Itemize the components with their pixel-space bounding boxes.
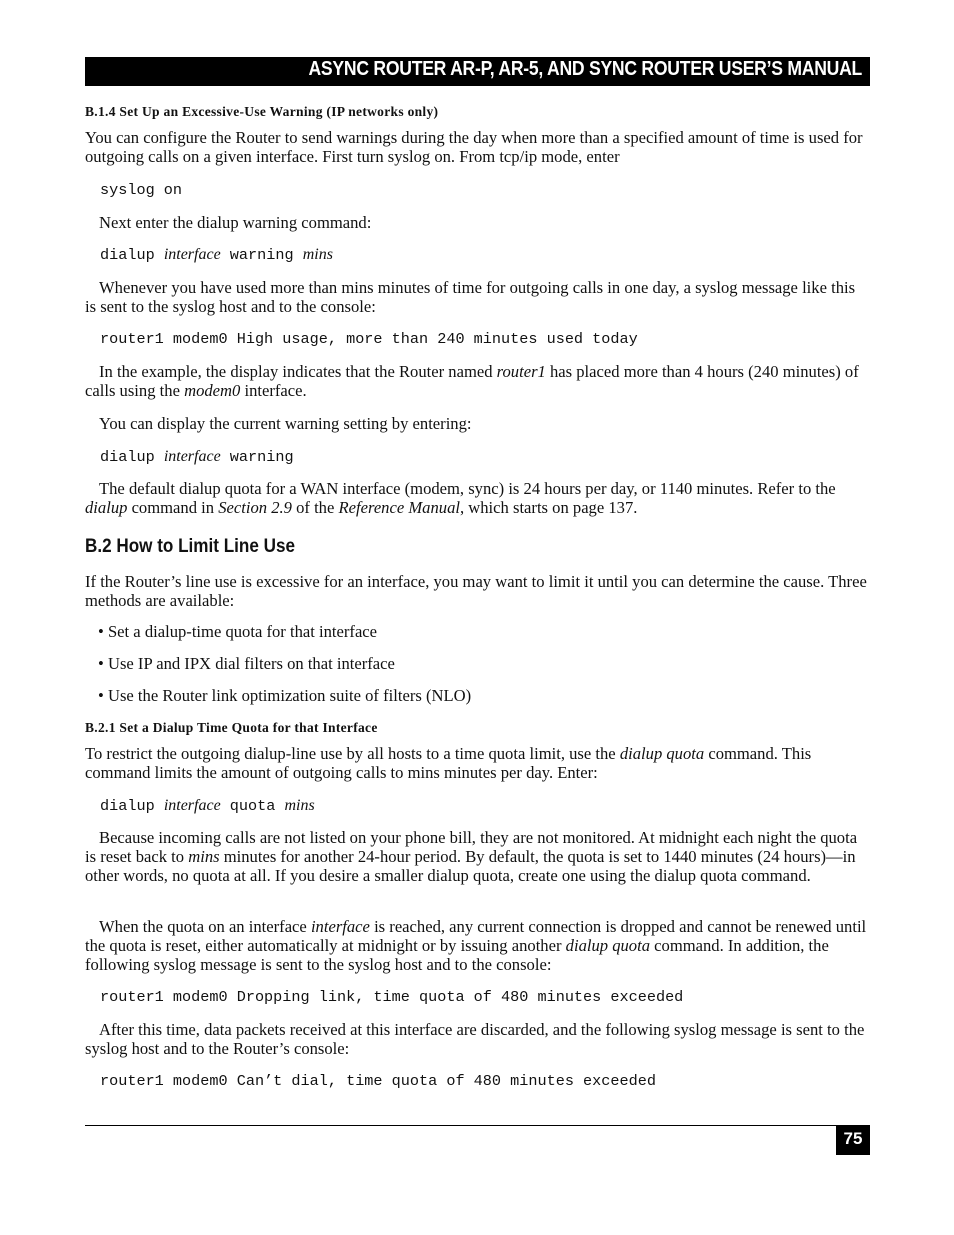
b21-when: When the quota on an interface interface is reached, any current connection is dropped and cannot be renewed until the quota is reset, either automatically at midnight or by issuing another dialup quota command. In addition, the following syslog message is sent to the syslog host and to the console:	[85, 917, 867, 974]
b14-default: The default dialup quota for a WAN interface (modem, sync) is 24 hours per day, or 1140 minutes. Refer to the dialup command in Section 2.9 of the Reference Manual, which starts on page 137.	[85, 479, 836, 517]
page-number: 75	[836, 1125, 870, 1155]
code-dialup-warning: dialup interface warning mins	[100, 246, 333, 264]
code-cant-dial: router1 modem0 Can’t dial, time quota of 480 minutes exceeded	[100, 1072, 656, 1090]
b21-after: After this time, data packets received at this interface are discarded, and the following syslog message is sent to the syslog host and to the Router’s console:	[85, 1020, 865, 1058]
bullet-nlo-filters: • Use the Router link optimization suite of filters (NLO)	[98, 686, 472, 705]
manual-title: ASYNC ROUTER AR-P, AR-5, AND SYNC ROUTER USER’S MANUAL	[308, 58, 862, 80]
b21-intro: To restrict the outgoing dialup-line use by all hosts to a time quota limit, use the dialup quota command. This command limits the amount of outgoing calls to mins minutes per day. Enter:	[85, 744, 812, 782]
section-b21-heading: B.2.1 Set a Dialup Time Quota for that Interface	[85, 720, 378, 735]
b14-example: In the example, the display indicates that the Router named router1 has placed more than 4 hours (240 minutes) of calls using the modem0 interface.	[85, 362, 859, 400]
code-dialup-quota: dialup interface quota mins	[100, 797, 315, 815]
b14-next: Next enter the dialup warning command:	[99, 213, 372, 232]
code-dropping-link: router1 modem0 Dropping link, time quota of 480 minutes exceeded	[100, 988, 684, 1006]
code-high-usage: router1 modem0 High usage, more than 240 minutes used today	[100, 330, 638, 348]
bullet-dial-filters: • Use IP and IPX dial filters on that interface	[98, 654, 395, 673]
b14-display: You can display the current warning setting by entering:	[99, 414, 472, 433]
b14-intro: You can configure the Router to send warnings during the day when more than a specified amount of time is used for outgoing calls on a given interface. First turn syslog on. From tcp/ip mode, enter	[85, 128, 863, 166]
code-dialup-warning-display: dialup interface warning	[100, 448, 294, 466]
section-b14-heading: B.1.4 Set Up an Excessive-Use Warning (IP networks only)	[85, 104, 439, 119]
section-b2-heading: B.2 How to Limit Line Use	[85, 536, 295, 557]
bullet-dialup-quota: • Set a dialup-time quota for that interface	[98, 622, 378, 641]
b21-because: Because incoming calls are not listed on your phone bill, they are not monitored. At midnight each night the quota is reset back to mins minutes for another 24-hour period. By default, the quota is set to 1440 minutes (24 hours)—in other words, no quota at all. If you desire a smaller dialup quota, create one using the dialup quota command.	[85, 828, 858, 885]
b14-whenever: Whenever you have used more than mins minutes of time for outgoing calls in one day, a syslog message like this is sent to the syslog host and to the console:	[85, 278, 856, 316]
running-header	[85, 57, 870, 86]
footer-rule	[85, 1125, 870, 1126]
code-syslog-on: syslog on	[100, 181, 183, 199]
b2-intro: If the Router’s line use is excessive for an interface, you may want to limit it until you can determine the cause. Three methods are available:	[85, 572, 867, 610]
